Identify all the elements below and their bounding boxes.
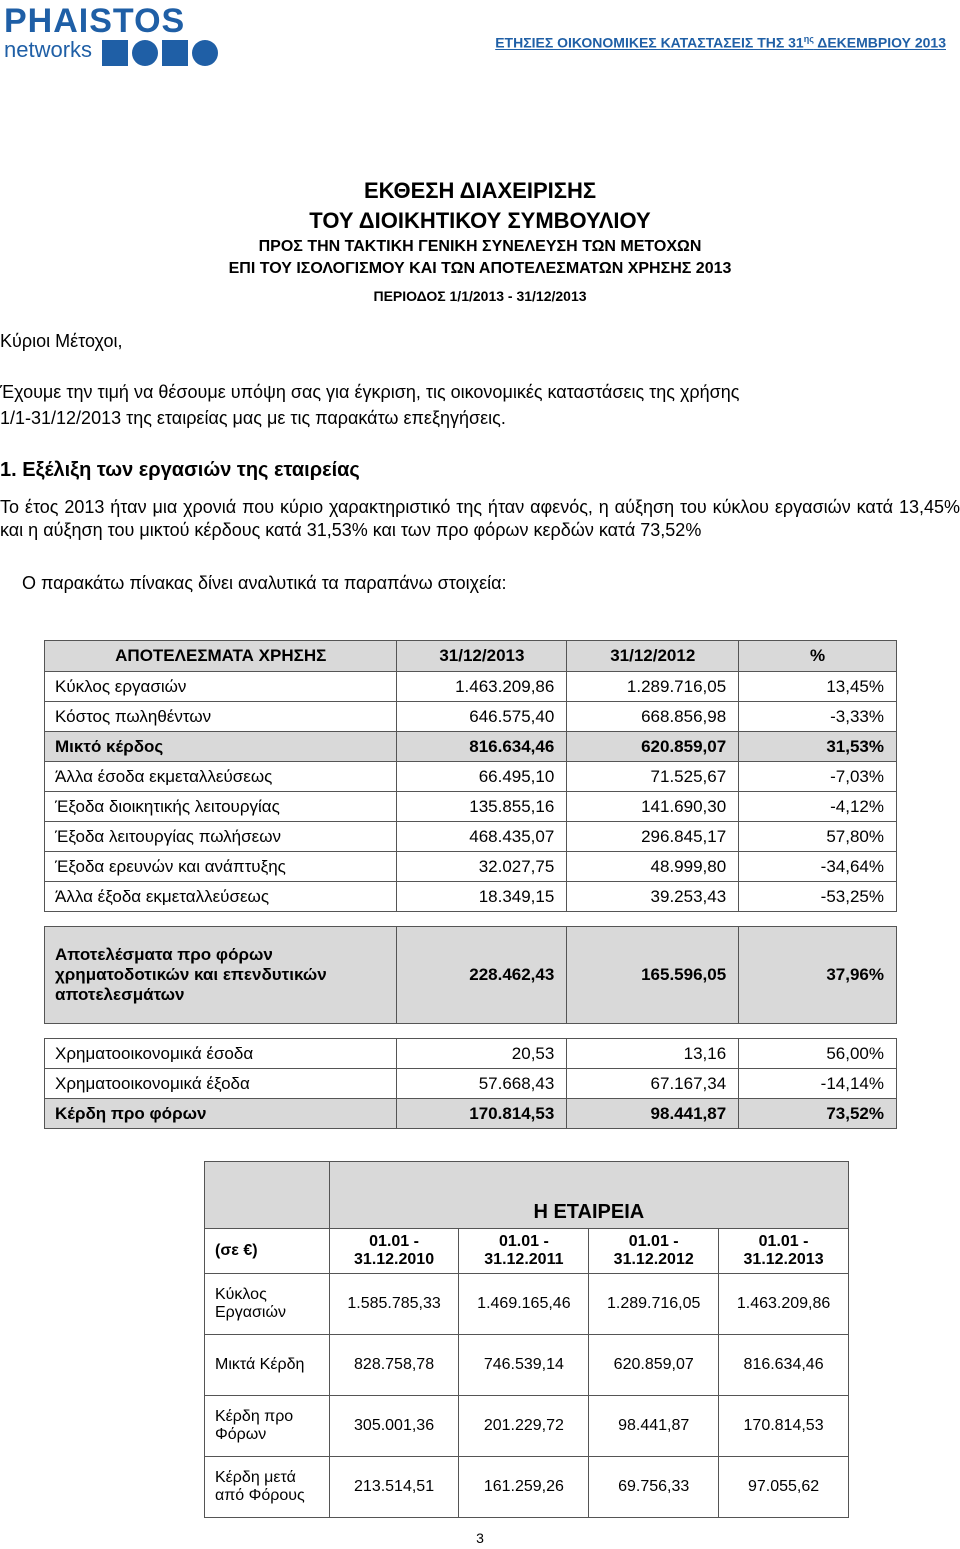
table-header-row — [45, 641, 897, 672]
value-2012: 165.596,05 — [567, 927, 739, 1024]
value-2012: 296.845,17 — [567, 822, 739, 852]
row-label: Κέρδη προ Φόρων — [205, 1396, 330, 1457]
period-header: 01.01 - 31.12.2010 — [329, 1229, 459, 1274]
logo-wordmark: PHAISTOS — [4, 2, 186, 40]
company-row — [205, 1457, 849, 1518]
value-2013: 57.668,43 — [397, 1069, 567, 1099]
value-pct: 73,52% — [739, 1099, 897, 1129]
value-pct: 57,80% — [739, 822, 897, 852]
value-2013: 18.349,15 — [397, 882, 567, 912]
value-2012: 668.856,98 — [567, 702, 739, 732]
period-header: 01.01 - 31.12.2013 — [719, 1229, 849, 1274]
value-2013: 32.027,75 — [397, 852, 567, 882]
row-label: Άλλα έσοδα εκμεταλλεύσεως — [45, 762, 397, 792]
period-header: 01.01 - 31.12.2011 — [459, 1229, 589, 1274]
table-row — [45, 1099, 897, 1129]
doc-title-line3: ΠΡΟΣ ΤΗΝ ΤΑΚΤΙΚΗ ΓΕΝΙΚΗ ΣΥΝΕΛΕΥΣΗ ΤΩΝ ΜΕΤΟΧΩΝ — [258, 238, 702, 255]
value-pct: -14,14% — [739, 1069, 897, 1099]
value-pct: 13,45% — [739, 672, 897, 702]
page-number: 3 — [476, 1530, 484, 1546]
logo-subtitle: networks — [4, 37, 93, 62]
value-2013: 135.855,16 — [397, 792, 567, 822]
value-2012: 1.289.716,05 — [567, 672, 739, 702]
company-logo — [4, 4, 229, 66]
value-pct: -4,12% — [739, 792, 897, 822]
value-pct: -3,33% — [739, 702, 897, 732]
row-label: Χρηματοοικονομικά έξοδα — [45, 1069, 397, 1099]
logo-icon-square — [102, 40, 128, 66]
row-label: Άλλα έξοδα εκμεταλλεύσεως — [45, 882, 397, 912]
row-value: 213.514,51 — [329, 1457, 459, 1518]
column-header: 31/12/2012 — [567, 641, 739, 672]
value-2013: 816.634,46 — [397, 732, 567, 762]
value-2013: 66.495,10 — [397, 762, 567, 792]
row-label: Έξοδα διοικητικής λειτουργίας — [45, 792, 397, 822]
row-value: 69.756,33 — [589, 1457, 719, 1518]
value-2012: 48.999,80 — [567, 852, 739, 882]
intro-line-1: Έχουμε την τιμή να θέσουμε υπόψη σας για έγκριση, τις οικονομικές καταστάσεις της χρήσης — [0, 382, 740, 402]
period-header: 01.01 - 31.12.2012 — [589, 1229, 719, 1274]
row-label: Κέρδη προ φόρων — [45, 1099, 397, 1129]
value-2012: 67.167,34 — [567, 1069, 739, 1099]
row-label: Κύκλος Εργασιών — [205, 1274, 330, 1335]
row-label: Μικτά Κέρδη — [205, 1335, 330, 1396]
value-2012: 141.690,30 — [567, 792, 739, 822]
row-value: 98.441,87 — [589, 1396, 719, 1457]
row-value: 1.469.165,46 — [459, 1274, 589, 1335]
report-header-title: ΕΤΗΣΙΕΣ ΟΙΚΟΝΟΜΙΚΕΣ ΚΑΤΑΣΤΑΣΕΙΣ ΤΗΣ $31^{\eta\varsigma}$ ΔΕΚΕΜΒΡΙΟΥ 2013 — [495, 34, 946, 51]
section-paragraph: Το έτος 2013 ήταν μια χρονιά που κύριο χαρακτηριστικό της ήταν αφενός, η αύξηση του κύκλου εργασιών κατά 13,45% και η αύξηση του μικτού κέρδους κατά 31,53% και των προ φόρων κερδών κατά 73,52% — [0, 497, 960, 540]
value-2012: 39.253,43 — [567, 882, 739, 912]
value-pct: -53,25% — [739, 882, 897, 912]
logo-icon-square — [162, 40, 188, 66]
table-row — [45, 732, 897, 762]
value-pct: 56,00% — [739, 1039, 897, 1069]
row-value: 816.634,46 — [719, 1335, 849, 1396]
column-header: 31/12/2013 — [397, 641, 567, 672]
company-table — [204, 1161, 849, 1518]
value-2012: 98.441,87 — [567, 1099, 739, 1129]
unit-label: (σε €) — [205, 1229, 330, 1274]
doc-period: ΠΕΡΙΟΔΟΣ 1/1/2013 - 31/12/2013 — [373, 288, 587, 304]
table-row — [45, 1069, 897, 1099]
results-table — [44, 640, 897, 1129]
table-row — [45, 702, 897, 732]
row-label: Χρηματοοικονομικά έσοδα — [45, 1039, 397, 1069]
doc-title-line2: ΤΟΥ ΔΙΟΙΚΗΤΙΚΟΥ ΣΥΜΒΟΥΛΙΟΥ — [309, 208, 651, 233]
table-row — [45, 762, 897, 792]
table-row — [45, 822, 897, 852]
value-pct: -34,64% — [739, 852, 897, 882]
value-2012: 620.859,07 — [567, 732, 739, 762]
row-value: 1.289.716,05 — [589, 1274, 719, 1335]
row-value: 828.758,78 — [329, 1335, 459, 1396]
logo-icon-circle — [192, 40, 218, 66]
row-value: 97.055,62 — [719, 1457, 849, 1518]
row-label: Έξοδα ερευνών και ανάπτυξης — [45, 852, 397, 882]
row-value: 170.814,53 — [719, 1396, 849, 1457]
row-value: 161.259,26 — [459, 1457, 589, 1518]
table-row — [45, 1039, 897, 1069]
company-table-header-row — [205, 1229, 849, 1274]
value-2013: 468.435,07 — [397, 822, 567, 852]
row-label: Μικτό κέρδος — [45, 732, 397, 762]
value-pct: 31,53% — [739, 732, 897, 762]
row-value: 620.859,07 — [589, 1335, 719, 1396]
table-row — [45, 792, 897, 822]
value-2013: 228.462,43 — [397, 927, 567, 1024]
value-2013: 1.463.209,86 — [397, 672, 567, 702]
table-row — [45, 852, 897, 882]
table-row — [45, 882, 897, 912]
logo-icon-circle — [132, 40, 158, 66]
value-2013: 20,53 — [397, 1039, 567, 1069]
company-table-title-row — [205, 1162, 849, 1229]
row-value: 201.229,72 — [459, 1396, 589, 1457]
value-2013: 646.575,40 — [397, 702, 567, 732]
row-value: 305.001,36 — [329, 1396, 459, 1457]
row-value: 746.539,14 — [459, 1335, 589, 1396]
column-header: % — [739, 641, 897, 672]
row-value: 1.463.209,86 — [719, 1274, 849, 1335]
value-2012: 71.525,67 — [567, 762, 739, 792]
row-value: 1.585.785,33 — [329, 1274, 459, 1335]
value-2013: 170.814,53 — [397, 1099, 567, 1129]
company-row — [205, 1274, 849, 1335]
spacer-row — [45, 912, 897, 927]
company-row — [205, 1396, 849, 1457]
row-label: Κέρδη μετά από Φόρους — [205, 1457, 330, 1518]
row-label: Έξοδα λειτουργίας πωλήσεων — [45, 822, 397, 852]
greeting: Κύριοι Μέτοχοι, — [0, 331, 123, 351]
row-label: Κόστος πωληθέντων — [45, 702, 397, 732]
value-2012: 13,16 — [567, 1039, 739, 1069]
doc-title-line1: ΕΚΘΕΣΗ ΔΙΑΧΕΙΡΙΣΗΣ — [363, 178, 597, 203]
company-row — [205, 1335, 849, 1396]
intro-line-2: 1/1-31/12/2013 της εταιρείας μας με τις παρακάτω επεξηγήσεις. — [0, 408, 506, 428]
section-heading: 1. Εξέλιξη των εργασιών της εταιρείας — [0, 459, 360, 481]
table-row — [45, 672, 897, 702]
table-row — [45, 927, 897, 1024]
doc-title-line4: ΕΠΙ ΤΟΥ ΙΣΟΛΟΓΙΣΜΟΥ ΚΑΙ ΤΩΝ ΑΠΟΤΕΛΕΣΜΑΤΩΝ ΧΡΗΣΗΣ 2013 — [228, 260, 732, 277]
table-intro: Ο παρακάτω πίνακας δίνει αναλυτικά τα παραπάνω στοιχεία: — [22, 573, 507, 593]
row-label: Κύκλος εργασιών — [45, 672, 397, 702]
spacer-row — [45, 1024, 897, 1039]
value-pct: -7,03% — [739, 762, 897, 792]
value-pct: 37,96% — [739, 927, 897, 1024]
company-table-title: Η ΕΤΑΙΡΕΙΑ — [329, 1162, 848, 1229]
column-header: ΑΠΟΤΕΛΕΣΜΑΤΑ ΧΡΗΣΗΣ — [45, 641, 397, 672]
row-label: Αποτελέσματα προ φόρων χρηματοδοτικών και επενδυτικών αποτελεσμάτων — [45, 927, 397, 1024]
